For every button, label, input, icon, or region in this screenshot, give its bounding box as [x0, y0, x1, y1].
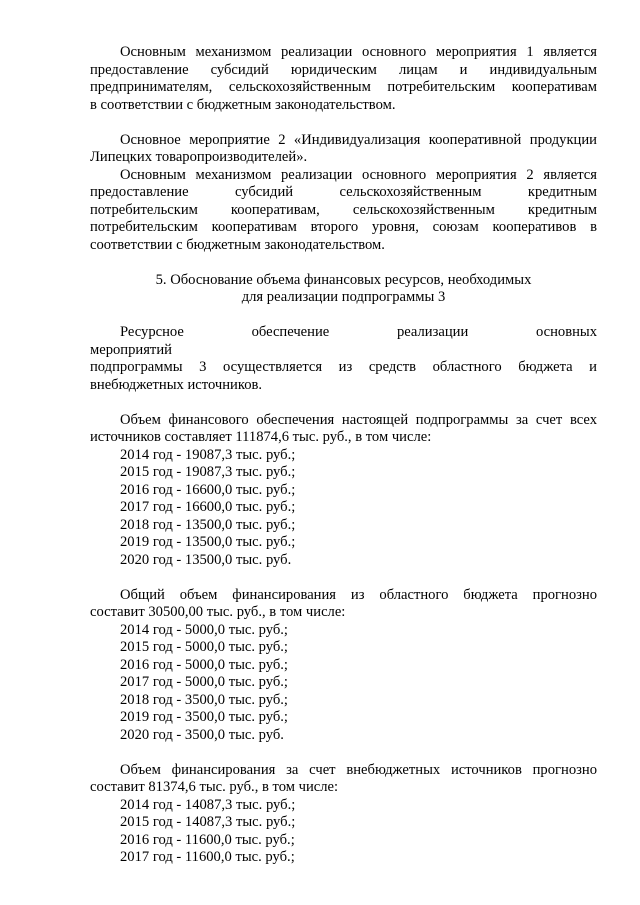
list-item: 2014 год - 5000,0 тыс. руб.; — [120, 621, 288, 638]
text-line: предпринимателям, сельскохозяйственным потребительским кооперативам — [90, 79, 597, 95]
text-line: Основное мероприятие 2 «Индивидуализация кооперативной продукции — [120, 131, 597, 148]
list-item: 2017 год - 11600,0 тыс. руб.; — [120, 849, 295, 865]
text-line: предоставление субсидий юридическим лицам и индивидуальным — [90, 61, 597, 78]
list-item: 2018 год - 3500,0 тыс. руб.; — [120, 691, 288, 708]
text-line: потребительским кооперативам, сельскохозяйственным кредитным — [90, 201, 597, 218]
text-line: Основным механизмом реализации основного мероприятия 1 является — [120, 44, 597, 60]
list-item: 2017 год - 5000,0 тыс. руб.; — [120, 674, 288, 690]
text-line: составит 81374,6 тыс. руб., в том числе: — [90, 779, 339, 795]
text-line: предоставление субсидий сельскохозяйственным кредитным — [90, 184, 597, 200]
text-line: Липецких товаропроизводителей». — [90, 149, 308, 165]
list-item: 2020 год - 3500,0 тыс. руб. — [120, 726, 284, 743]
extrabudgetary-funding-list — [90, 797, 597, 867]
section-heading — [90, 272, 597, 307]
list-item: 2019 год - 3500,0 тыс. руб.; — [120, 709, 288, 725]
list-item: 2017 год - 16600,0 тыс. руб.; — [120, 499, 296, 515]
text-line: в соответствии с бюджетным законодательством. — [90, 96, 396, 113]
paragraph-measure-2-mechanism — [90, 167, 597, 255]
paragraph-measure-2-title — [90, 132, 597, 167]
paragraph-measure-1-mechanism — [90, 44, 597, 114]
paragraph-extrabudgetary — [90, 762, 597, 867]
list-item: 2015 год - 5000,0 тыс. руб.; — [120, 639, 288, 655]
list-item: 2020 год - 13500,0 тыс. руб. — [120, 551, 292, 568]
spacer — [90, 254, 597, 272]
spacer — [90, 394, 597, 412]
list-item: 2014 год - 14087,3 тыс. руб.; — [120, 796, 296, 813]
list-item: 2015 год - 19087,3 тыс. руб.; — [120, 464, 296, 480]
text-line: Объем финансового обеспечения настоящей подпрограммы за счет всех — [120, 411, 597, 428]
text-line: источников составляет 111874,6 тыс. руб., в том числе: — [90, 429, 432, 445]
spacer — [90, 307, 597, 325]
spacer — [90, 569, 597, 587]
text-line: Ресурсное обеспечение реализации основных мероприятий — [90, 324, 597, 358]
list-item: 2016 год - 16600,0 тыс. руб.; — [120, 481, 296, 498]
document-page — [90, 44, 597, 867]
text-line: Основным механизмом реализации основного мероприятия 2 является — [120, 166, 597, 183]
text-line: Общий объем финансирования из областного бюджета прогнозно — [120, 586, 597, 603]
list-item: 2016 год - 11600,0 тыс. руб.; — [120, 831, 295, 848]
text-line: составит 30500,00 тыс. руб., в том числе: — [90, 604, 346, 620]
text-line: внебюджетных источников. — [90, 376, 263, 393]
spacer — [90, 114, 597, 132]
paragraph-regional-budget — [90, 587, 597, 745]
text-line: подпрограммы 3 осуществляется из средств областного бюджета и — [90, 359, 597, 375]
regional-funding-list — [90, 622, 597, 745]
text-line: потребительским кооперативам второго уровня, союзам кооперативов в — [90, 219, 597, 235]
list-item: 2016 год - 5000,0 тыс. руб.; — [120, 656, 288, 673]
total-funding-list — [90, 447, 597, 570]
text-line: соответствии с бюджетным законодательством. — [90, 236, 385, 253]
heading-line: для реализации подпрограммы 3 — [241, 289, 446, 305]
list-item: 2015 год - 14087,3 тыс. руб.; — [120, 814, 296, 830]
paragraph-total-funding — [90, 412, 597, 570]
list-item: 2019 год - 13500,0 тыс. руб.; — [120, 534, 296, 550]
heading-line: 5. Обоснование объема финансовых ресурсов, необходимых — [155, 271, 532, 288]
list-item: 2014 год - 19087,3 тыс. руб.; — [120, 446, 296, 463]
text-line: Объем финансирования за счет внебюджетных источников прогнозно — [120, 761, 597, 778]
paragraph-resource-provision — [90, 324, 597, 394]
list-item: 2018 год - 13500,0 тыс. руб.; — [120, 516, 296, 533]
spacer — [90, 744, 597, 762]
